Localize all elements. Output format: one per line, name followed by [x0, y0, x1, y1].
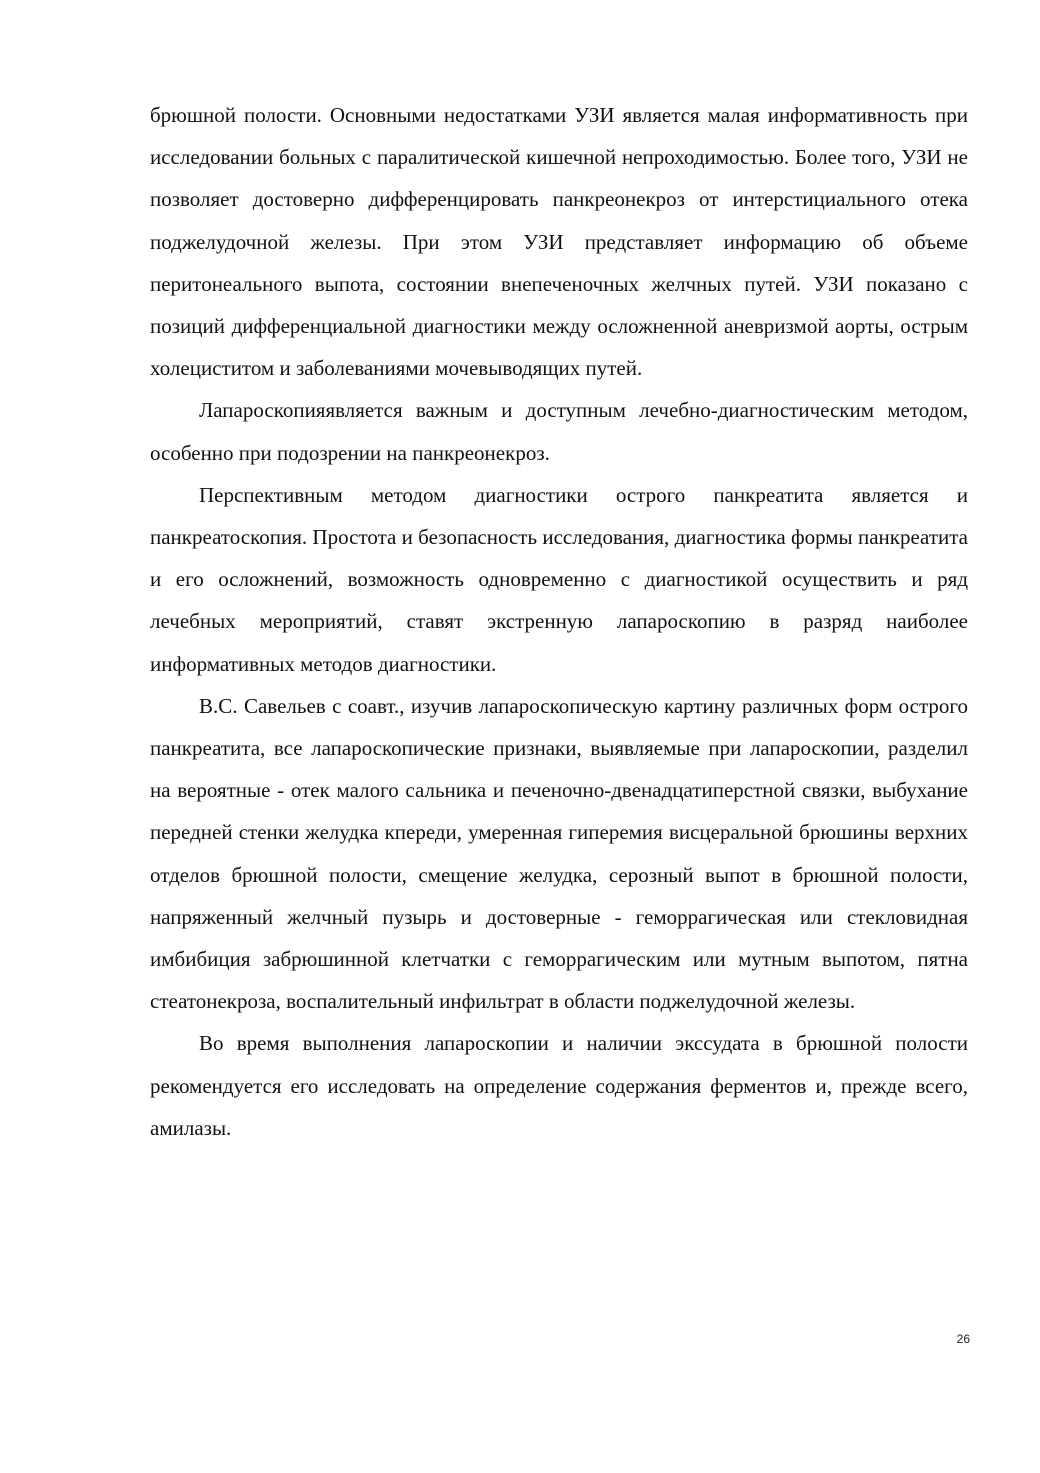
paragraph-exudate: Во время выполнения лапароскопии и наличии экссудата в брюшной полости рекомендуется его исследовать на определение содержания ферментов и, прежде всего, амилазы. [150, 1031, 968, 1140]
page-number: 26 [956, 1332, 970, 1346]
paragraph-pancreatoscopy: Перспективным методом диагностики острого панкреатита является и панкреатоскопия. Простота и безопасность исследования, диагностика формы панкреатита и его осложнений, возможность одновременно с диагностикой осуществить и ряд лечебных мероприятий, ставят экстренную лапароскопию в разряд наиболее информативных методов диагностики. [150, 482, 968, 676]
paragraph-continuation: брюшной полости. Основными недостатками УЗИ является малая информативность при исследовании больных с паралитической кишечной непроходимостью. Более того, УЗИ не позволяет достоверно дифференцировать панкреонекроз от интерстициального отека поджелудочной железы. При этом УЗИ представляет информацию об объеме перитонеального выпота, состоянии внепеченочных желчных путей. УЗИ показано с позиций дифференциальной диагностики между осложненной аневризмой аорты, острым холециститом и заболеваниями мочевыводящих путей. [150, 103, 968, 381]
paragraph-savelyev: В.С. Савельев с соавт., изучив лапароскопическую картину различных форм острого панкреатита, все лапароскопические признаки, выявляемые при лапароскопии, разделил на вероятные - отек малого сальника и печеночно-двенадцатиперстной связки, выбухание передней стенки желудка кпереди, умеренная гиперемия висцеральной брюшины верхних отделов брюшной полости, смещение желудка, серозный выпот в брюшной полости, напряженный желчный пузырь и достоверные - геморрагическая или стекловидная имбибиция забрюшинной клетчатки с геморрагическим или мутным выпотом, пятна стеатонекроза, воспалительный инфильтрат в области поджелудочной железы. [150, 693, 968, 1014]
body-text [150, 94, 968, 1149]
paragraph-laparoscopy: Лапароскопияявляется важным и доступным лечебно-диагностическим методом, особенно при подозрении на панкреонекроз. [150, 398, 968, 465]
